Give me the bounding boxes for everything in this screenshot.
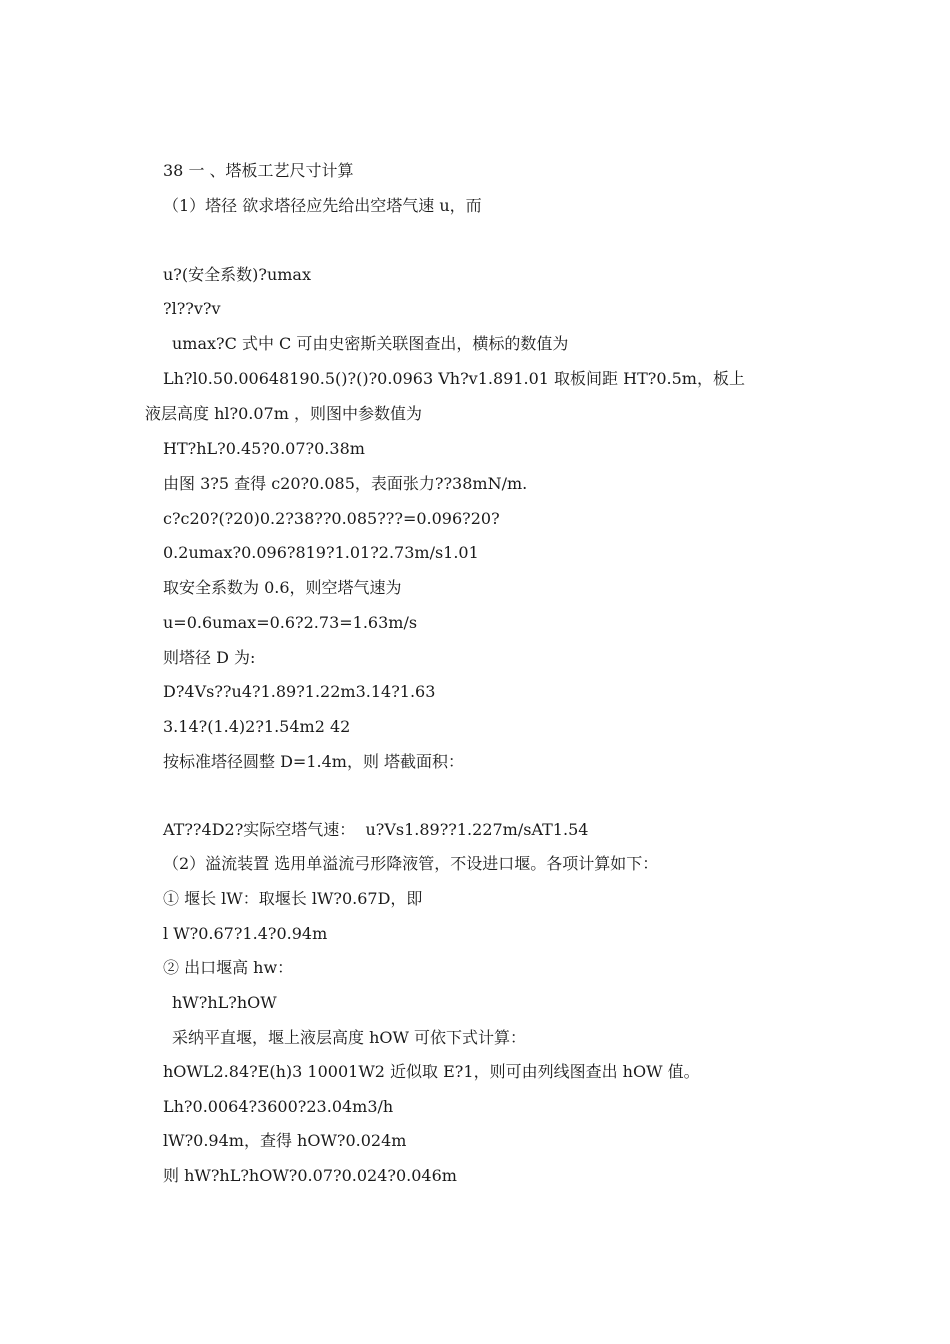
formula-line: u?(安全系数)?umax <box>163 265 311 284</box>
text-line: 采纳平直堰，堰上液层高度 hOW 可依下式计算： <box>172 1028 527 1047</box>
formula-line: HT?hL?0.45?0.07?0.38m <box>163 439 365 458</box>
section-heading: 38 一 、塔板工艺尺寸计算 <box>163 161 354 180</box>
text-line: 由图 3?5 查得 c20?0.085，表面张力??38mN/m. <box>163 474 528 493</box>
text-line: ② 出口堰高 hw： <box>163 958 294 977</box>
text-line: 液层高度 hl?0.07m ，则图中参数值为 <box>145 404 422 423</box>
formula-line: ?l??v?v <box>163 299 221 318</box>
formula-line: 0.2umax?0.096?819?1.01?2.73m/s1.01 <box>163 543 479 562</box>
formula-line: 3.14?(1.4)2?1.54m2 42 <box>163 717 351 736</box>
formula-line: D?4Vs??u4?1.89?1.22m3.14?1.63 <box>163 682 436 701</box>
text-line: Lh?l0.50.00648190.5()?()?0.0963 Vh?v1.891.01 取板间距 HT?0.5m，板上 <box>163 369 745 388</box>
formula-line: Lh?0.0064?3600?23.04m3/h <box>163 1097 394 1116</box>
text-line: 则 hW?hL?hOW?0.07?0.024?0.046m <box>163 1166 457 1185</box>
text-line: hOWL2.84?E(h)3 10001W2 近似取 E?1，则可由列线图查出 hOW 值。 <box>163 1062 700 1081</box>
text-line: 取安全系数为 0.6，则空塔气速为 <box>163 578 402 597</box>
text-line: umax?C 式中 C 可由史密斯关联图查出，横标的数值为 <box>172 334 569 353</box>
text-line: 则塔径 D 为: <box>163 648 256 667</box>
text-line: lW?0.94m，查得 hOW?0.024m <box>163 1131 407 1150</box>
formula-line: l W?0.67?1.4?0.94m <box>163 924 328 943</box>
formula-line: u=0.6umax=0.6?2.73=1.63m/s <box>163 613 418 632</box>
formula-line: c?c20?(?20)0.2?38??0.085???=0.096?20? <box>163 509 500 528</box>
text-line: 按标准塔径圆整 D=1.4m，则 塔截面积： <box>163 752 465 771</box>
text-line: ① 堰长 lW：取堰长 lW?0.67D，即 <box>163 889 423 908</box>
subsection-overflow-device: （2）溢流装置 选用单溢流弓形降液管，不设进口堰。各项计算如下： <box>163 854 659 873</box>
formula-line: hW?hL?hOW <box>172 993 277 1012</box>
subsection-tower-diameter: （1）塔径 欲求塔径应先给出空塔气速 u，而 <box>163 196 482 215</box>
formula-line: AT??4D2?实际空塔气速： u?Vs1.89??1.227m/sAT1.54 <box>163 820 589 839</box>
